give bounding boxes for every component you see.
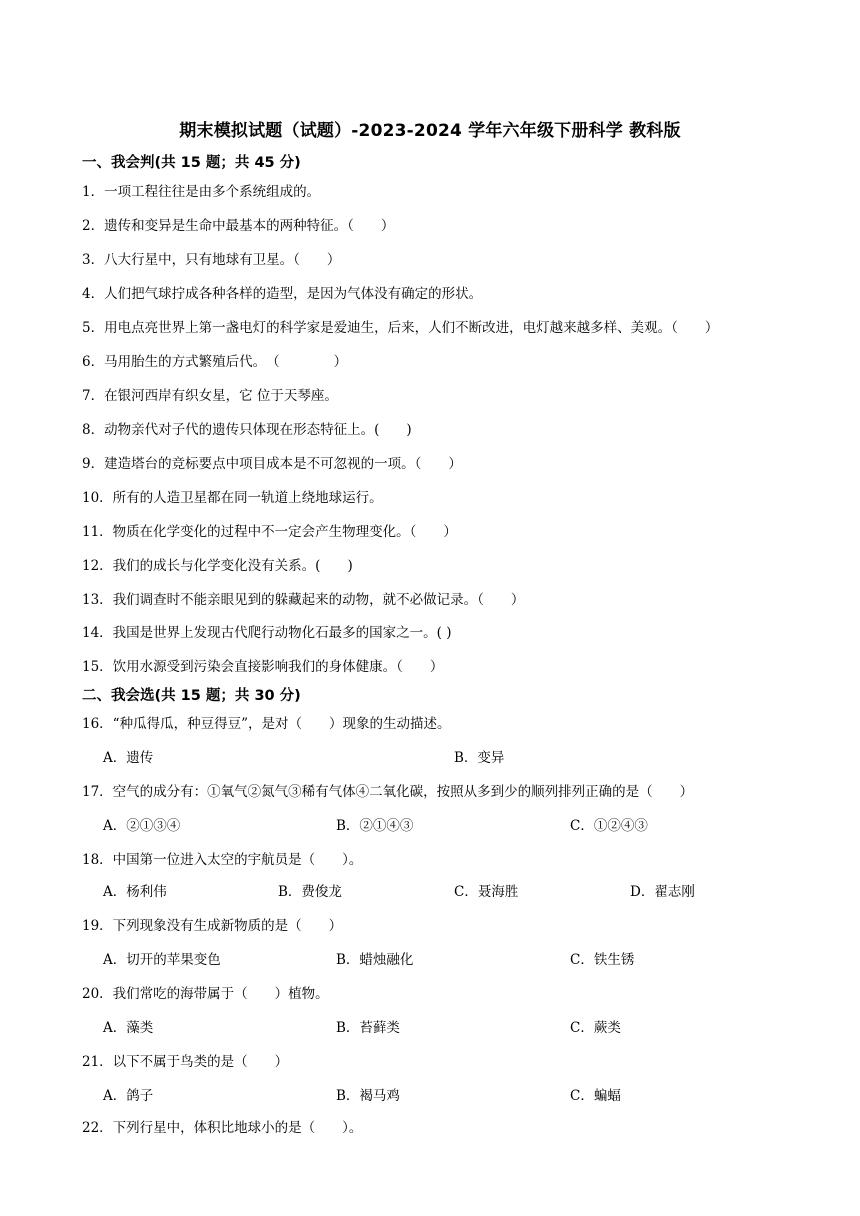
question-17-option-a: A．②①③④ (103, 818, 181, 834)
question-18-option-c: C．聂海胜 (454, 884, 519, 900)
section-heading-multiple-choice: 二、我会选(共 15 题；共 30 分) (82, 688, 301, 704)
question-21: 21．以下不属于鸟类的是（ ） (82, 1054, 289, 1070)
question-4: 4．人们把气球拧成各种各样的造型，是因为气体没有确定的形状。 (82, 286, 483, 302)
question-21-option-b: B．褐马鸡 (336, 1088, 400, 1104)
question-18: 18．中国第一位进入太空的宇航员是（ ）。 (82, 852, 363, 868)
question-16-option-a: A．遗传 (103, 750, 154, 766)
question-7: 7．在银河西岸有织女星，它 位于天琴座。 (82, 388, 338, 404)
question-22: 22．下列行星中，体积比地球小的是（ ）。 (82, 1120, 363, 1136)
question-20-option-b: B．苔藓类 (336, 1020, 400, 1036)
question-18-option-d: D．翟志刚 (630, 884, 695, 900)
question-17-option-c: C．①②④③ (570, 818, 648, 834)
question-13: 13．我们调查时不能亲眼见到的躲藏起来的动物，就不必做记录。（ ） (82, 592, 525, 608)
question-14: 14．我国是世界上发现古代爬行动物化石最多的国家之一。( ) (82, 625, 452, 641)
question-19: 19．下列现象没有生成新物质的是（ ） (82, 918, 343, 934)
question-11: 11．物质在化学变化的过程中不一定会产生物理变化。（ ） (82, 524, 457, 540)
question-18-option-a: A．杨利伟 (103, 884, 167, 900)
question-19-option-a: A．切开的苹果变色 (103, 952, 221, 968)
question-8: 8．动物亲代对子代的遗传只体现在形态特征上。( ) (82, 422, 412, 438)
section-heading-true-false: 一、我会判(共 15 题；共 45 分) (82, 155, 301, 171)
question-17: 17．空气的成分有：①氧气②氮气③稀有气体④二氧化碳，按照从多到少的顺列排列正确的是（ ） (82, 784, 694, 800)
question-10: 10．所有的人造卫星都在同一轨道上绕地球运行。 (82, 490, 383, 506)
question-3: 3．八大行星中，只有地球有卫星。（ ） (82, 252, 341, 268)
question-1: 1．一项工程往往是由多个系统组成的。 (82, 184, 321, 200)
question-17-option-b: B．②①④③ (336, 818, 414, 834)
question-19-option-b: B．蜡烛融化 (336, 952, 414, 968)
question-15: 15．饮用水源受到污染会直接影响我们的身体健康。（ ） (82, 659, 444, 675)
question-20-option-c: C．蕨类 (570, 1020, 621, 1036)
question-18-option-b: B．费俊龙 (278, 884, 342, 900)
question-20: 20．我们常吃的海带属于（ ）植物。 (82, 986, 329, 1002)
question-12: 12．我们的成长与化学变化没有关系。( ) (82, 558, 353, 574)
question-16-option-b: B．变异 (454, 750, 505, 766)
question-21-option-a: A．鸽子 (103, 1088, 154, 1104)
question-16: 16．“种瓜得瓜，种豆得豆”，是对（ ）现象的生动描述。 (82, 716, 451, 732)
question-2: 2．遗传和变异是生命中最基本的两种特征。（ ） (82, 218, 395, 234)
page-title: 期末模拟试题（试题）-2023-2024 学年六年级下册科学 教科版 (179, 121, 681, 141)
question-6: 6．马用胎生的方式繁殖后代。 （ ） (82, 354, 348, 370)
question-5: 5．用电点亮世界上第一盏电灯的科学家是爱迪生，后来，人们不断改进，电灯越来越多样、美观。（ ） (82, 320, 719, 336)
question-21-option-c: C．蝙蝠 (570, 1088, 621, 1104)
question-19-option-c: C．铁生锈 (570, 952, 635, 968)
question-9: 9．建造塔台的竞标要点中项目成本是不可忽视的一项。（ ） (82, 456, 462, 472)
question-20-option-a: A．藻类 (103, 1020, 154, 1036)
